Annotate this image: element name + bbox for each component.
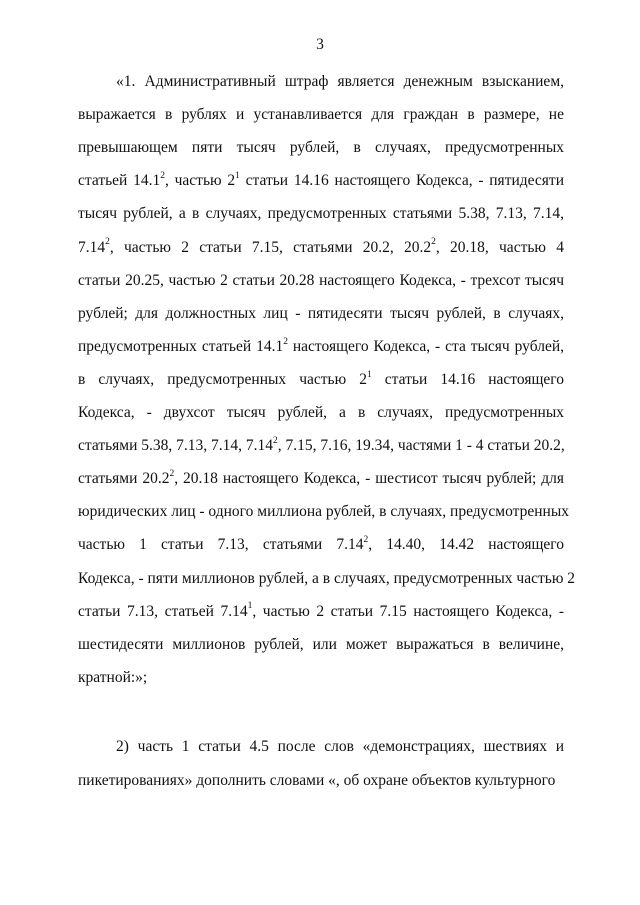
text-line: Кодекса, - пяти миллионов рублей, а в случаях, предусмотренных частью 2 (78, 569, 576, 587)
text-line: 2) часть 1 статьи 4.5 после слов «демонстрациях, шествиях и (116, 738, 564, 755)
text-line: юридических лиц - одного миллиона рублей, в случаях, предусмотренных (78, 503, 569, 521)
text-line: статьями 20.2$^2$, 20.18 настоящего Кодекса, - шестисот тысяч рублей; для (78, 469, 564, 488)
text-line: выражается в рублях и устанавливается для граждан в размере, не (78, 106, 564, 124)
text-line: пикетированиях» дополнить словами «, об охране объектов культурного (78, 771, 556, 789)
text-line: кратной:»; (78, 668, 148, 686)
text-line: статьи 20.25, частью 2 статьи 20.28 настоящего Кодекса, - трехсот тысяч (78, 271, 564, 289)
text-line: рублей; для должностных лиц - пятидесяти тысяч рублей, в случаях, (78, 304, 564, 322)
text-line: статьей 14.1$^2$, частью $2^1$ статьи 14.16 настоящего Кодекса, - пятидесяти (78, 171, 564, 190)
text-line: Кодекса, - двухсот тысяч рублей, а в случаях, предусмотренных (78, 404, 564, 421)
text-line: предусмотренных статьей 14.1$^2$ настоящего Кодекса, - ста тысяч рублей, (78, 336, 564, 355)
text-line: шестидесяти миллионов рублей, или может выражаться в величине, (78, 635, 564, 653)
text-line: статьи 7.13, статьей 7.14$^1$, частью 2 статьи 7.15 настоящего Кодекса, - (78, 601, 564, 620)
text-line: 7.14$^2$, частью 2 статьи 7.15, статьями 20.2, 20.2$^2$, 20.18, частью 4 (78, 237, 564, 256)
text-line: тысяч рублей, а в случаях, предусмотренных статьями 5.38, 7.13, 7.14, (78, 205, 564, 223)
text-line: частью 1 статьи 7.13, статьями 7.14$^2$, 14.40, 14.42 настоящего (78, 535, 564, 554)
text-line: «1. Административный штраф является денежным взысканием, (116, 73, 564, 90)
text-line: статьями 5.38, 7.13, 7.14, 7.14$^2$, 7.15, 7.16, 19.34, частями 1 - 4 статьи 20.2, (78, 435, 565, 455)
text-line: превышающем пяти тысяч рублей, в случаях, предусмотренных (78, 139, 564, 157)
text-line: в случаях, предусмотренных частью $2^1$ статьи 14.16 настоящего (78, 369, 564, 388)
page-number: 3 (316, 36, 324, 53)
